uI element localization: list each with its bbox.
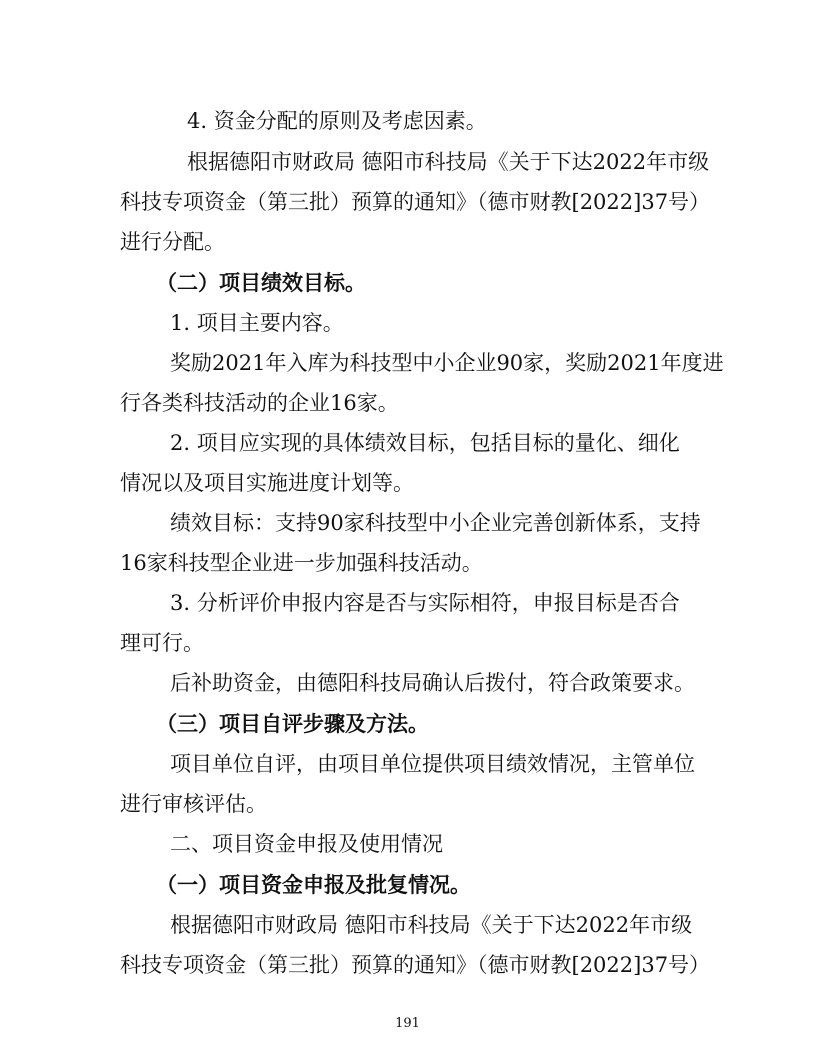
subheading-main-content: 1. 项目主要内容。 [170,311,344,335]
section-heading-performance-goals: （二）项目绩效目标。 [156,270,366,295]
chapter-heading-fund-usage: 二、项目资金申报及使用情况 [170,832,443,856]
paragraph-line: 科技专项资金（第三批）预算的通知》（德市财教[2022]37号） [120,190,711,214]
paragraph-line: 进行审核评估。 [120,792,267,816]
section-heading-fund-application: （一）项目资金申报及批复情况。 [156,872,471,897]
paragraph-line: 根据德阳市财政局 德阳市科技局《关于下达2022年市级 [170,913,693,937]
paragraph-line: 奖励2021年入库为科技型中小企业90家，奖励2021年度进 [170,351,724,375]
page-number: 191 [395,1016,420,1031]
subheading-specific-goals: 2. 项目应实现的具体绩效目标，包括目标的量化、细化 [170,431,680,455]
heading-allocation-principles: 4. 资金分配的原则及考虑因素。 [187,109,487,133]
paragraph-line: 16家科技型企业进一步加强科技活动。 [120,551,483,575]
section-heading-self-evaluation: （三）项目自评步骤及方法。 [156,711,429,736]
paragraph-line: 进行分配。 [120,230,225,254]
paragraph-line: 根据德阳市财政局 德阳市科技局《关于下达2022年市级 [187,150,710,174]
paragraph-line: 行各类科技活动的企业16家。 [120,391,399,415]
paragraph-line: 项目单位自评，由项目单位提供项目绩效情况，主管单位 [170,752,695,776]
paragraph-line: 科技专项资金（第三批）预算的通知》（德市财教[2022]37号） [120,953,711,977]
paragraph-line: 理可行。 [120,631,204,655]
subheading-analysis: 3. 分析评价申报内容是否与实际相符，申报目标是否合 [170,591,680,615]
paragraph-line: 情况以及项目实施进度计划等。 [120,471,414,495]
paragraph-line: 后补助资金，由德阳科技局确认后拨付，符合政策要求。 [170,671,695,695]
paragraph-line: 绩效目标：支持90家科技型中小企业完善创新体系，支持 [170,511,701,535]
